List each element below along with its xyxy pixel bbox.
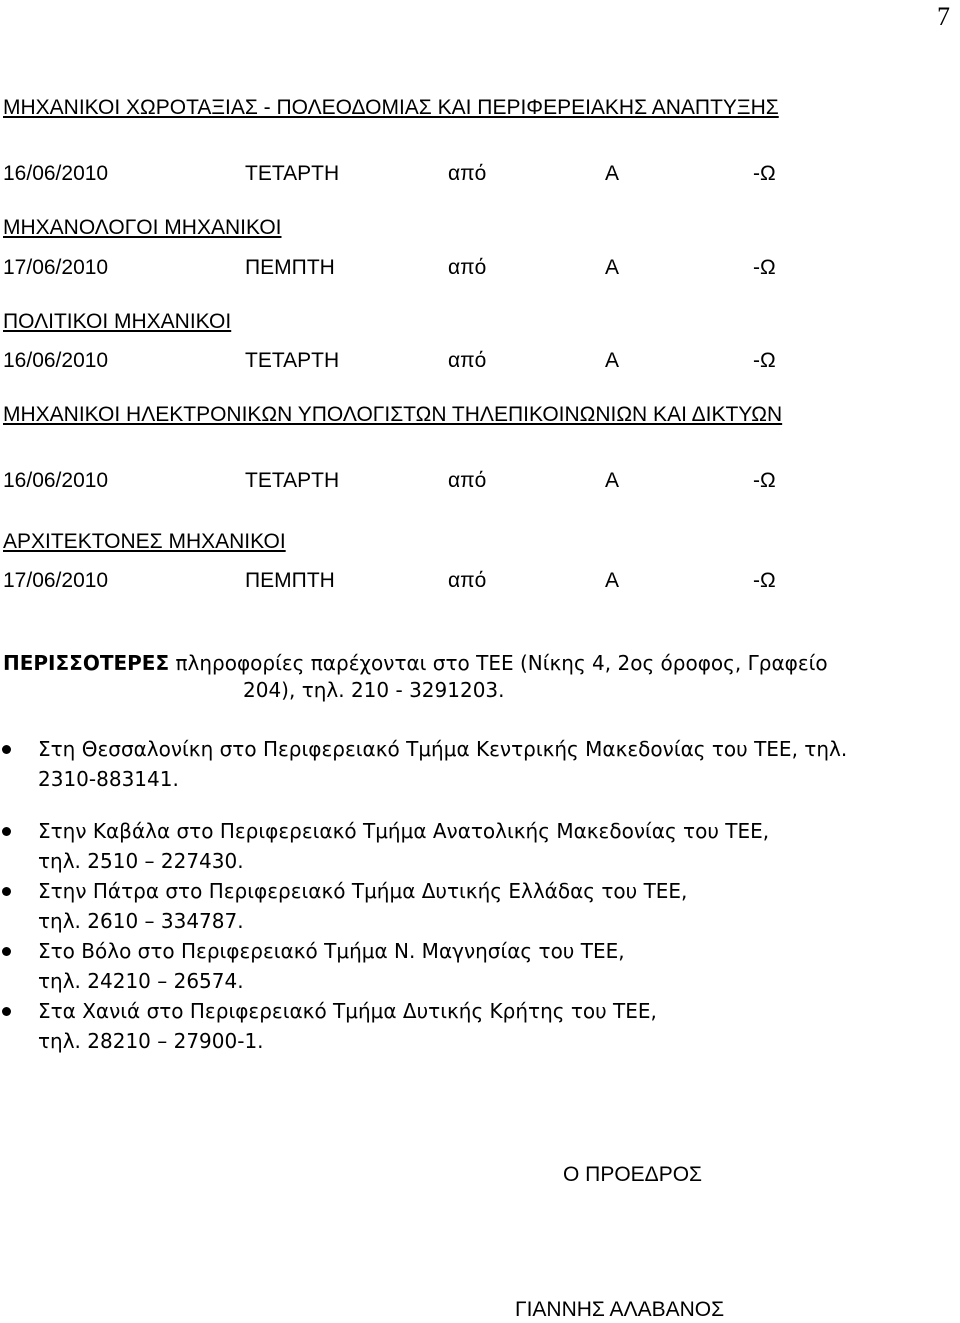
schedule-end-letter: -Ω xyxy=(753,349,776,372)
bullet-icon xyxy=(2,745,11,754)
schedule-date: 16/06/2010 xyxy=(3,469,109,492)
office-text: Στη Θεσσαλονίκη στο Περιφερειακό Τμήμα Κεντρικής Μακεδονίας του ΤΕΕ, τηλ. xyxy=(38,737,848,761)
specialty-title: ΑΡΧΙΤΕΚΤΟΝΕΣ ΜΗΧΑΝΙΚΟΙ xyxy=(3,530,286,553)
schedule-row xyxy=(3,347,957,375)
schedule-end-letter: -Ω xyxy=(753,256,776,279)
schedule-day: ΤΕΤΑΡΤΗ xyxy=(245,349,340,372)
schedule-from: από xyxy=(448,349,487,372)
schedule-day: ΠΕΜΠΤΗ xyxy=(245,256,335,279)
list-item xyxy=(0,996,957,1056)
schedule-row xyxy=(3,567,957,595)
bullet-icon xyxy=(2,887,11,896)
office-phone: τηλ. 2510 – 227430. xyxy=(38,849,244,873)
schedule-row xyxy=(3,254,957,282)
signature-role: Ο ΠΡΟΕΔΡΟΣ xyxy=(563,1163,703,1186)
office-text: Στο Βόλο στο Περιφερειακό Τμήμα Ν. Μαγνησίας του ΤΕΕ, xyxy=(38,939,625,963)
schedule-start-letter: Α xyxy=(605,349,620,372)
schedule-date: 16/06/2010 xyxy=(3,162,109,185)
info-lead: ΠΕΡΙΣΣΟΤΕΡΕΣ xyxy=(3,651,170,675)
schedule-date: 17/06/2010 xyxy=(3,256,109,279)
specialty-title: ΜΗΧΑΝΙΚΟΙ ΗΛΕΚΤΡΟΝΙΚΩΝ ΥΠΟΛΟΓΙΣΤΩΝ ΤΗΛΕΠΙΚΟΙΝΩΝΙΩΝ ΚΑΙ ΔΙΚΤΥΩΝ xyxy=(3,403,783,426)
schedule-end-letter: -Ω xyxy=(753,162,776,185)
schedule-day: ΤΕΤΑΡΤΗ xyxy=(245,162,340,185)
schedule-from: από xyxy=(448,569,487,592)
schedule-start-letter: Α xyxy=(605,162,620,185)
info-line1: πληροφορίες παρέχονται στο ΤΕΕ (Νίκης 4, 2ος όροφος, Γραφείο xyxy=(175,651,828,675)
schedule-start-letter: Α xyxy=(605,256,620,279)
office-text: Στην Καβάλα στο Περιφερειακό Τμήμα Ανατολικής Μακεδονίας του ΤΕΕ, xyxy=(38,819,770,843)
office-phone: τηλ. 24210 – 26574. xyxy=(38,969,244,993)
list-item xyxy=(0,876,957,936)
office-text: Στην Πάτρα στο Περιφερειακό Τμήμα Δυτικής Ελλάδας του ΤΕΕ, xyxy=(38,879,688,903)
schedule-day: ΤΕΤΑΡΤΗ xyxy=(245,469,340,492)
schedule-day: ΠΕΜΠΤΗ xyxy=(245,569,335,592)
office-phone: τηλ. 2610 – 334787. xyxy=(38,909,244,933)
bullet-icon xyxy=(2,827,11,836)
info-paragraph xyxy=(3,650,957,704)
office-text: Στα Χανιά στο Περιφερειακό Τμήμα Δυτικής Κρήτης του ΤΕΕ, xyxy=(38,999,657,1023)
schedule-row xyxy=(3,160,957,188)
schedule-date: 16/06/2010 xyxy=(3,349,109,372)
schedule-start-letter: Α xyxy=(605,569,620,592)
office-phone: 2310-883141. xyxy=(38,767,179,791)
schedule-start-letter: Α xyxy=(605,469,620,492)
office-phone: τηλ. 28210 – 27900-1. xyxy=(38,1029,264,1053)
list-item xyxy=(0,734,957,794)
specialty-title: ΜΗΧΑΝΟΛΟΓΟΙ ΜΗΧΑΝΙΚΟΙ xyxy=(3,216,282,239)
schedule-end-letter: -Ω xyxy=(753,469,776,492)
list-item xyxy=(0,816,957,876)
specialty-title: ΜΗΧΑΝΙΚΟΙ ΧΩΡΟΤΑΞΙΑΣ - ΠΟΛΕΟΔΟΜΙΑΣ ΚΑΙ ΠΕΡΙΦΕΡΕΙΑΚΗΣ ΑΝΑΠΤΥΞΗΣ xyxy=(3,96,779,119)
schedule-row xyxy=(3,467,957,495)
page-number: 7 xyxy=(937,2,950,31)
schedule-date: 17/06/2010 xyxy=(3,569,109,592)
schedule-end-letter: -Ω xyxy=(753,569,776,592)
schedule-from: από xyxy=(448,469,487,492)
specialty-title: ΠΟΛΙΤΙΚΟΙ ΜΗΧΑΝΙΚΟΙ xyxy=(3,310,232,333)
bullet-icon xyxy=(2,947,11,956)
bullet-icon xyxy=(2,1007,11,1016)
list-item xyxy=(0,936,957,996)
schedule-from: από xyxy=(448,162,487,185)
info-line2: 204), τηλ. 210 - 3291203. xyxy=(243,678,505,702)
schedule-from: από xyxy=(448,256,487,279)
signature-name: ΓΙΑΝΝΗΣ ΑΛΑΒΑΝΟΣ xyxy=(515,1298,725,1321)
